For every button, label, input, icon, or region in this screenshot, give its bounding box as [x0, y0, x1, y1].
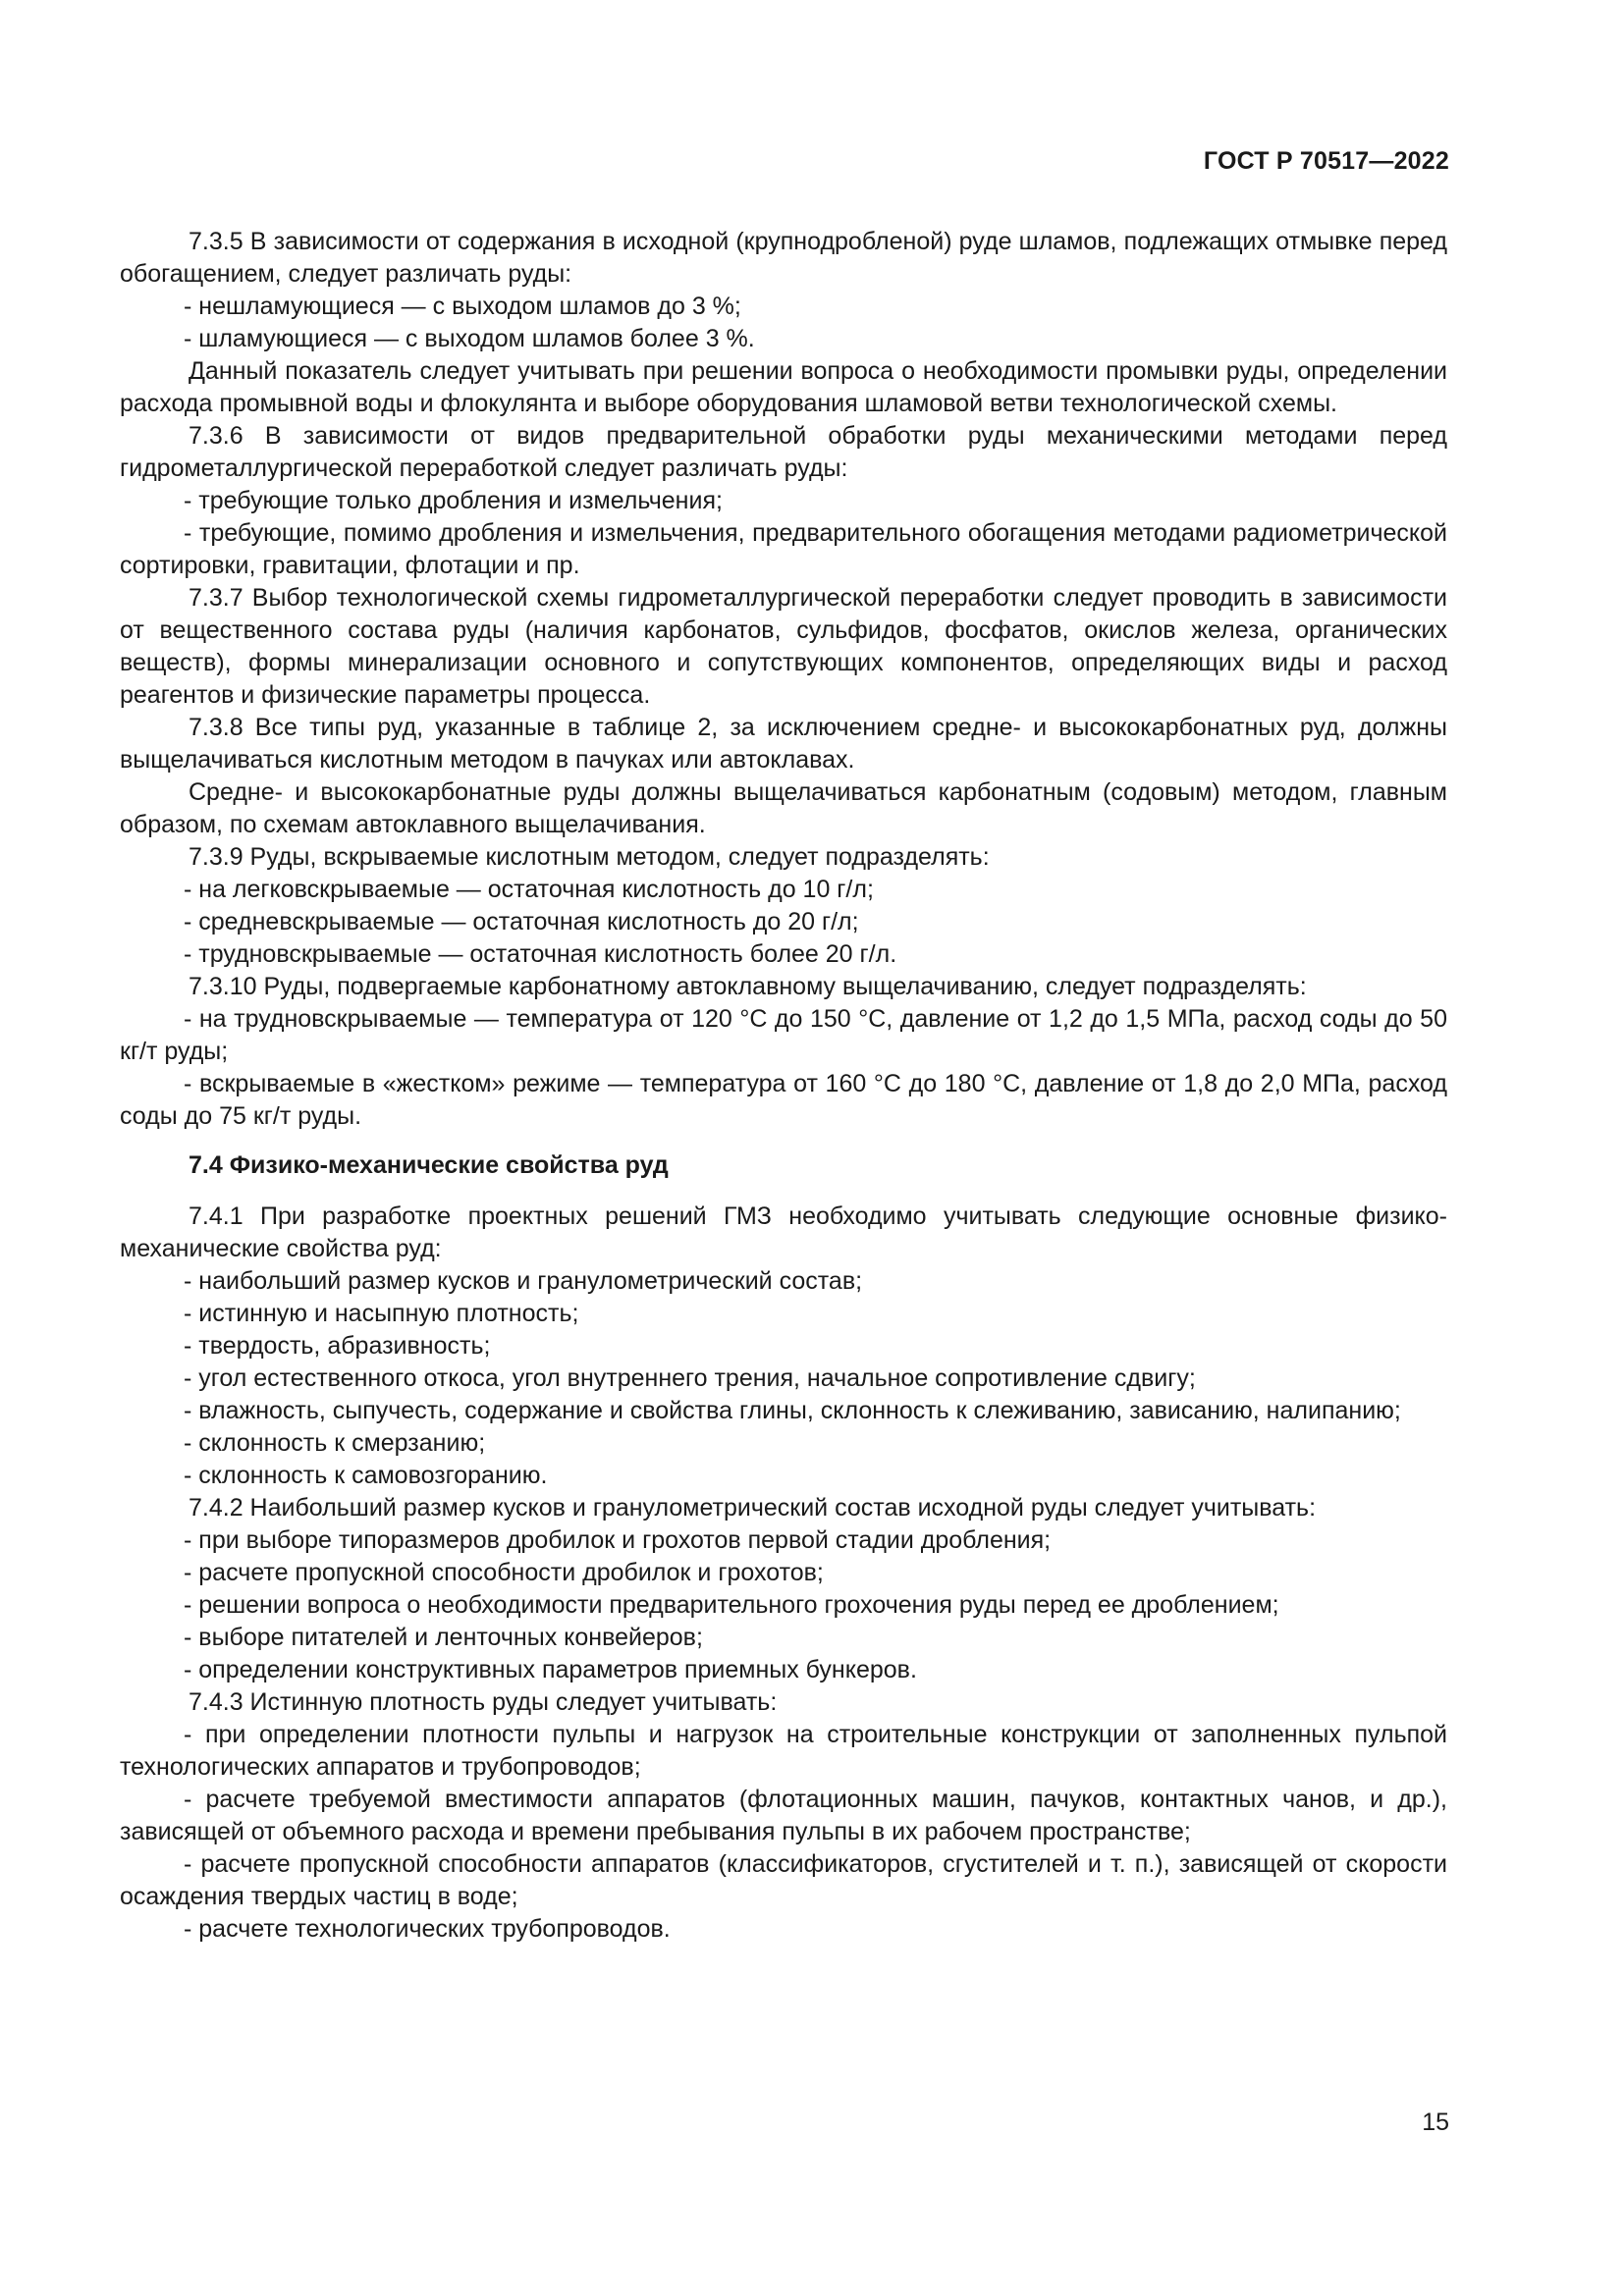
list-item: - требующие, помимо дробления и измельчения, предварительного обогащения методами радиометрической сортировки, гравитации, флотации и пр. [120, 517, 1447, 582]
paragraph-7-3-5-note: Данный показатель следует учитывать при решении вопроса о необходимости промывки руды, определении расхода промывной воды и флокулянта и выборе оборудования шламовой ветви технологической схемы. [120, 357, 1447, 417]
paragraph-7-3-10: 7.3.10 Руды, подвергаемые карбонатному автоклавному выщелачиванию, следует подразделять: [189, 973, 1307, 1000]
list-item: - вскрываемые в «жестком» режиме — температура от 160 °C до 180 °C, давление от 1,8 до 2,0 МПа, расход соды до 75 кг/т руды. [120, 1068, 1447, 1133]
list-item: - трудновскрываемые — остаточная кислотность более 20 г/л. [120, 938, 1447, 971]
list-item: - угол естественного откоса, угол внутреннего трения, начальное сопротивление сдвигу; [120, 1362, 1447, 1395]
list-item: - при определении плотности пульпы и нагрузок на строительные конструкции от заполненных пульпой технологических аппаратов и трубопроводов; [120, 1719, 1447, 1784]
paragraph-7-3-6: 7.3.6 В зависимости от видов предварительной обработки руды механическими методами перед гидрометаллургической переработкой следует различать руды: [120, 422, 1447, 482]
list-item: - при выборе типоразмеров дробилок и грохотов первой стадии дробления; [120, 1524, 1447, 1557]
paragraph-7-3-7: 7.3.7 Выбор технологической схемы гидрометаллургической переработки следует проводить в зависимости от вещественного состава руды (наличия карбонатов, сульфидов, фосфатов, окислов железа, органических веществ), формы минерализации основного и сопутствующих компонентов, определяющих виды и расход реагентов и физические параметры процесса. [120, 584, 1447, 709]
list-item: - на трудновскрываемые — температура от 120 °C до 150 °C, давление от 1,2 до 1,5 МПа, расход соды до 50 кг/т руды; [120, 1003, 1447, 1068]
list-item: - шламующиеся — с выходом шламов более 3 %. [120, 323, 1447, 355]
paragraph-7-3-8-note: Средне- и высококарбонатные руды должны выщелачиваться карбонатным (содовым) методом, главным образом, по схемам автоклавного выщелачивания. [120, 778, 1447, 838]
paragraph-7-4-2: 7.4.2 Наибольший размер кусков и гранулометрический состав исходной руды следует учитывать: [189, 1494, 1317, 1522]
paragraph-7-3-9: 7.3.9 Руды, вскрываемые кислотным методом, следует подразделять: [189, 843, 990, 871]
section-heading-7-4: 7.4 Физико-механические свойства руд [189, 1151, 669, 1179]
list-item: - определении конструктивных параметров приемных бункеров. [120, 1654, 1447, 1686]
paragraph-7-3-5: 7.3.5 В зависимости от содержания в исходной (крупнодробленой) руде шламов, подлежащих отмывке перед обогащением, следует различать руды: [120, 228, 1447, 288]
list-item: - решении вопроса о необходимости предварительного грохочения руды перед ее дроблением; [120, 1589, 1447, 1622]
list-item: - нешламующиеся — с выходом шламов до 3 %; [120, 291, 1447, 323]
document-header-id: ГОСТ Р 70517—2022 [1203, 147, 1449, 175]
list-item: - средневскрываемые — остаточная кислотность до 20 г/л; [120, 906, 1447, 938]
paragraph-7-4-3: 7.4.3 Истинную плотность руды следует учитывать: [189, 1688, 778, 1716]
list-item: - склонность к самовозгоранию. [120, 1460, 1447, 1492]
list-item: - на легковскрываемые — остаточная кислотность до 10 г/л; [120, 874, 1447, 906]
list-item: - расчете технологических трубопроводов. [120, 1913, 1447, 1946]
list-item: - требующие только дробления и измельчения; [120, 485, 1447, 517]
list-item: - влажность, сыпучесть, содержание и свойства глины, склонность к слеживанию, зависанию, налипанию; [120, 1395, 1447, 1427]
list-item: - расчете требуемой вместимости аппаратов (флотационных машин, пачуков, контактных чанов, и др.), зависящей от объемного расхода и времени пребывания пульпы в их рабочем пространстве; [120, 1784, 1447, 1848]
list-item: - выборе питателей и ленточных конвейеров; [120, 1622, 1447, 1654]
list-item: - истинную и насыпную плотность; [120, 1298, 1447, 1330]
list-item: - расчете пропускной способности аппаратов (классификаторов, сгустителей и т. п.), зависящей от скорости осаждения твердых частиц в воде; [120, 1848, 1447, 1913]
list-item: - расчете пропускной способности дробилок и грохотов; [120, 1557, 1447, 1589]
list-item: - склонность к смерзанию; [120, 1427, 1447, 1460]
list-item: - наибольший размер кусков и гранулометрический состав; [120, 1265, 1447, 1298]
paragraph-7-3-8: 7.3.8 Все типы руд, указанные в таблице 2, за исключением средне- и высококарбонатных руд, должны выщелачиваться кислотным методом в пачуках или автоклавах. [120, 714, 1447, 774]
document-body [120, 226, 1447, 1946]
page-number: 15 [1422, 2109, 1449, 2136]
list-item: - твердость, абразивность; [120, 1330, 1447, 1362]
paragraph-7-4-1: 7.4.1 При разработке проектных решений ГМЗ необходимо учитывать следующие основные физико-механические свойства руд: [120, 1202, 1447, 1262]
